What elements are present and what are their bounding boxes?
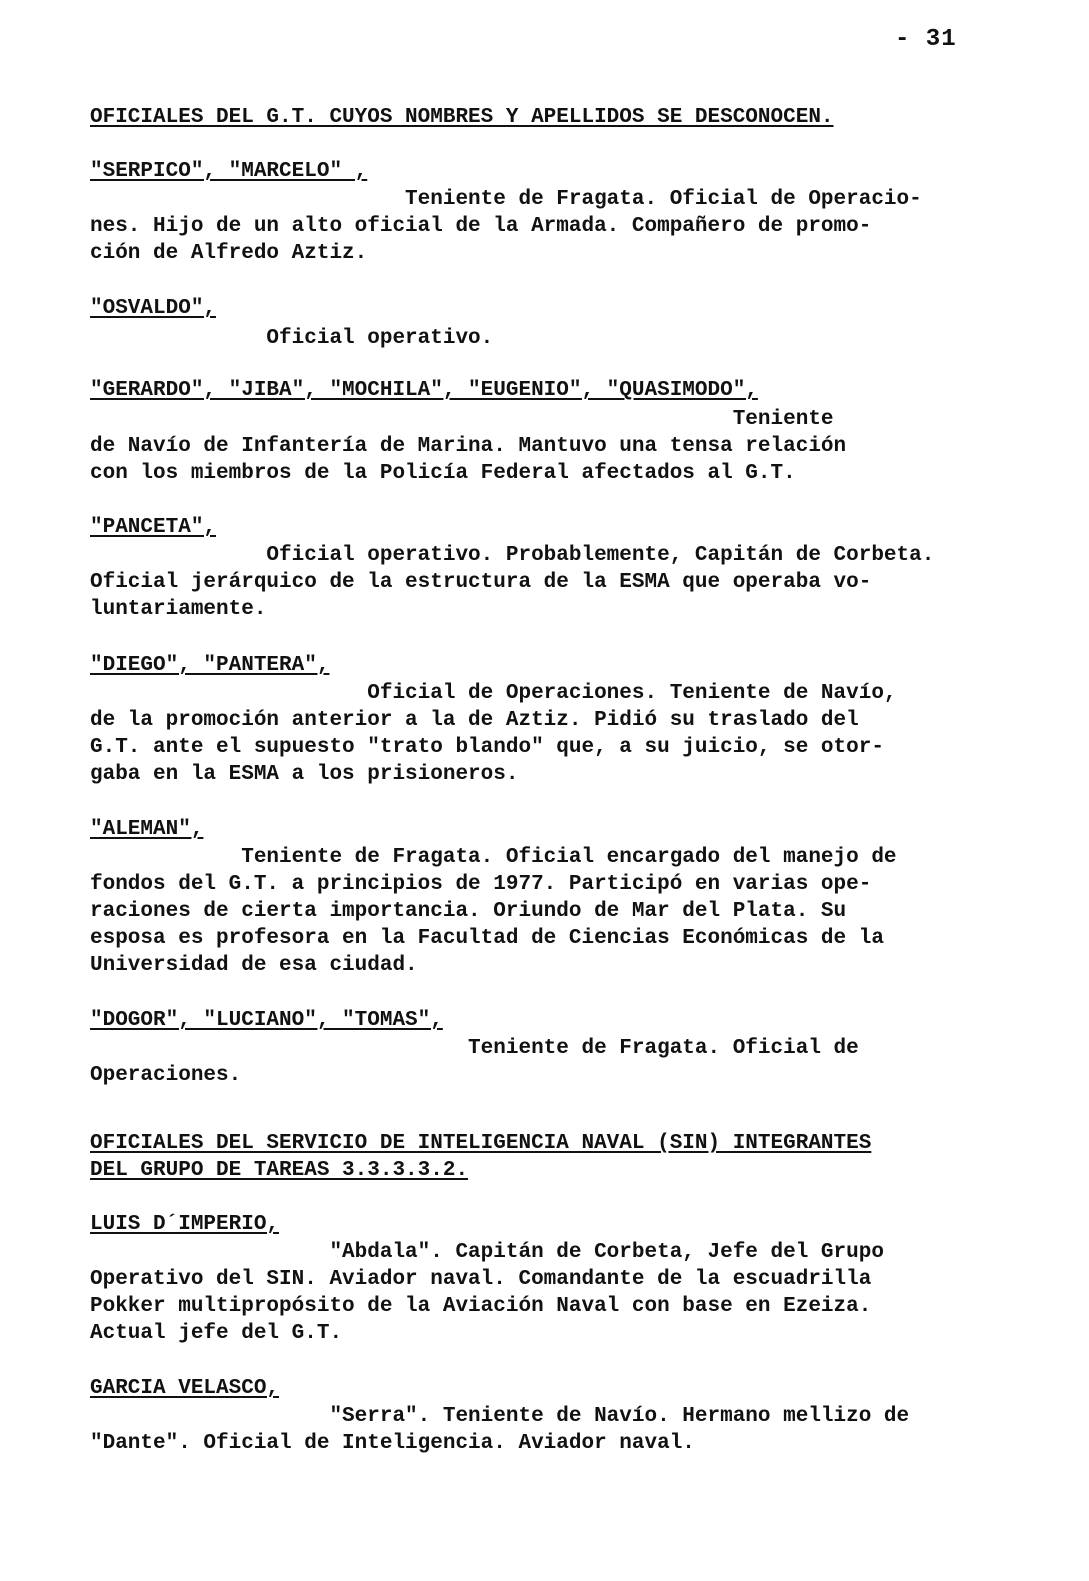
description-line: "Abdala". Capitán de Corbeta, Jefe del Grupo <box>90 1241 884 1264</box>
entry-name-serpico: "SERPICO", "MARCELO" , <box>90 160 368 183</box>
entry-description-aleman <box>90 844 995 979</box>
description-line: Oficial operativo. Probablemente, Capitán de Corbeta. <box>90 544 935 567</box>
entry-name-garcia-velasco: GARCIA VELASCO, <box>90 1377 280 1400</box>
description-line: Universidad de esa ciudad. <box>90 954 418 977</box>
page-number: - 31 <box>895 26 957 53</box>
description-line: G.T. ante el supuesto "trato blando" que, a su juicio, se otor- <box>90 736 884 759</box>
description-line: raciones de cierta importancia. Oriundo de Mar del Plata. Su <box>90 900 847 923</box>
entry-description-dogor <box>90 1035 995 1089</box>
description-line: de Navío de Infantería de Marina. Mantuvo una tensa relación <box>90 435 847 458</box>
entry-name-osvaldo: "OSVALDO", <box>90 297 217 320</box>
description-line: de la promoción anterior a la de Aztiz. Pidió su traslado del <box>90 709 859 732</box>
description-line: Operaciones. <box>90 1064 242 1087</box>
description-line: ción de Alfredo Aztiz. <box>90 242 368 265</box>
description-line: fondos del G.T. a principios de 1977. Participó en varias ope- <box>90 873 872 896</box>
entry-description-garcia-velasco <box>90 1403 995 1457</box>
description-line: Oficial jerárquico de la estructura de la ESMA que operaba vo- <box>90 571 872 594</box>
description-line: Pokker multipropósito de la Aviación Naval con base en Ezeiza. <box>90 1295 872 1318</box>
description-line: Teniente <box>90 408 834 431</box>
description-line: Oficial operativo. <box>90 327 494 350</box>
entry-description-panceta <box>90 542 995 623</box>
description-line: "Dante". Oficial de Inteligencia. Aviador naval. <box>90 1432 695 1455</box>
description-line: Teniente de Fragata. Oficial de <box>90 1037 859 1060</box>
description-line: luntariamente. <box>90 598 267 621</box>
description-line: "Serra". Teniente de Navío. Hermano mellizo de <box>90 1405 910 1428</box>
entry-name-dogor: "DOGOR", "LUCIANO", "TOMAS", <box>90 1009 443 1032</box>
section-heading-sin-officers: OFICIALES DEL SERVICIO DE INTELIGENCIA NAVAL (SIN) INTEGRANTES <box>90 1132 872 1155</box>
entry-name-aleman: "ALEMAN", <box>90 818 204 841</box>
description-line: Oficial de Operaciones. Teniente de Navío, <box>90 682 897 705</box>
entry-description-osvaldo <box>90 325 995 352</box>
description-line: Teniente de Fragata. Oficial encargado del manejo de <box>90 846 897 869</box>
description-line: con los miembros de la Policía Federal afectados al G.T. <box>90 462 796 485</box>
description-line: nes. Hijo de un alto oficial de la Armada. Compañero de promo- <box>90 215 872 238</box>
entry-description-diego <box>90 680 995 788</box>
entry-name-dimperio: LUIS D´IMPERIO, <box>90 1213 280 1236</box>
entry-description-dimperio <box>90 1239 995 1347</box>
description-line: gaba en la ESMA a los prisioneros. <box>90 763 519 786</box>
entry-description-serpico <box>90 186 995 267</box>
description-line: esposa es profesora en la Facultad de Ciencias Económicas de la <box>90 927 884 950</box>
section-heading-sin-officers-line2: DEL GRUPO DE TAREAS 3.3.3.3.2. <box>90 1159 469 1182</box>
description-line: Actual jefe del G.T. <box>90 1322 343 1345</box>
entry-name-panceta: "PANCETA", <box>90 516 217 539</box>
entry-name-diego: "DIEGO", "PANTERA", <box>90 654 330 677</box>
description-line: Teniente de Fragata. Oficial de Operacio- <box>90 188 922 211</box>
section-heading-unknown-officers: OFICIALES DEL G.T. CUYOS NOMBRES Y APELLIDOS SE DESCONOCEN. <box>90 106 834 129</box>
entry-name-gerardo: "GERARDO", "JIBA", "MOCHILA", "EUGENIO", "QUASIMODO", <box>90 379 758 402</box>
description-line: Operativo del SIN. Aviador naval. Comandante de la escuadrilla <box>90 1268 872 1291</box>
entry-description-gerardo <box>90 406 995 487</box>
